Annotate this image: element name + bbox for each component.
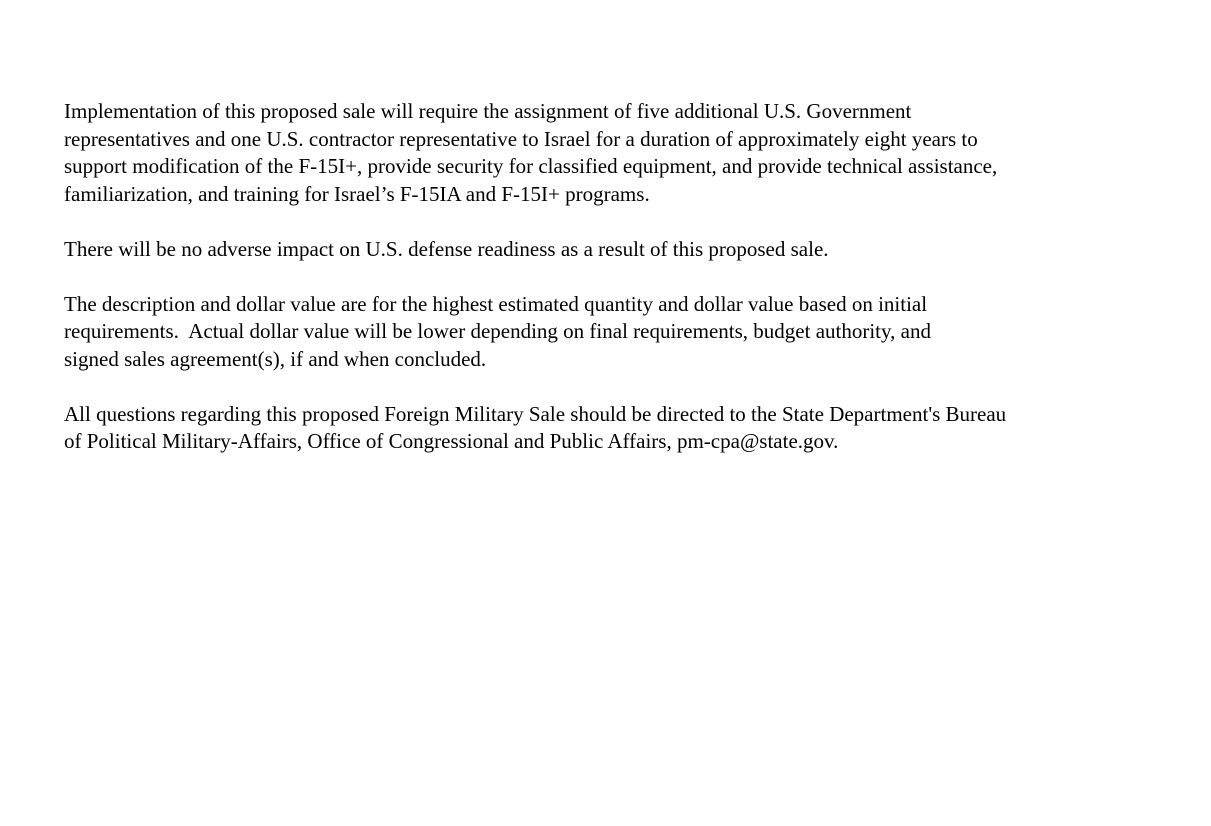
paragraph-implementation xyxy=(64,98,1171,208)
paragraph-defense-readiness-line-1: There will be no adverse impact on U.S. defense readiness as a result of this proposed sale. xyxy=(64,236,829,261)
paragraph-implementation-line-3: support modification of the F-15I+, provide security for classified equipment, and provide technical assistance, xyxy=(64,154,998,178)
paragraph-defense-readiness xyxy=(64,236,1171,264)
paragraph-implementation-line-1: Implementation of this proposed sale will require the assignment of five additional U.S. Government xyxy=(64,99,912,123)
paragraph-dollar-value-line-2: requirements. Actual dollar value will be lower depending on final requirements, budget authority, and xyxy=(64,319,931,343)
paragraph-implementation-line-2: representatives and one U.S. contractor representative to Israel for a duration of approximately eight years to xyxy=(64,126,978,151)
paragraph-dollar-value-line-3: signed sales agreement(s), if and when concluded. xyxy=(64,346,487,371)
paragraph-implementation-line-4: familiarization, and training for Israel’s F-15IA and F-15I+ programs. xyxy=(64,181,650,206)
paragraph-questions-contact-line-1: All questions regarding this proposed Foreign Military Sale should be directed to the State Department's Bureau xyxy=(64,401,1007,426)
paragraph-dollar-value-line-1: The description and dollar value are for the highest estimated quantity and dollar value based on initial xyxy=(64,291,928,316)
paragraph-questions-contact-line-2: of Political Military-Affairs, Office of Congressional and Public Affairs, pm-cpa@state.gov. xyxy=(64,429,839,453)
paragraph-dollar-value xyxy=(64,291,1171,374)
paragraph-questions-contact xyxy=(64,401,1171,456)
